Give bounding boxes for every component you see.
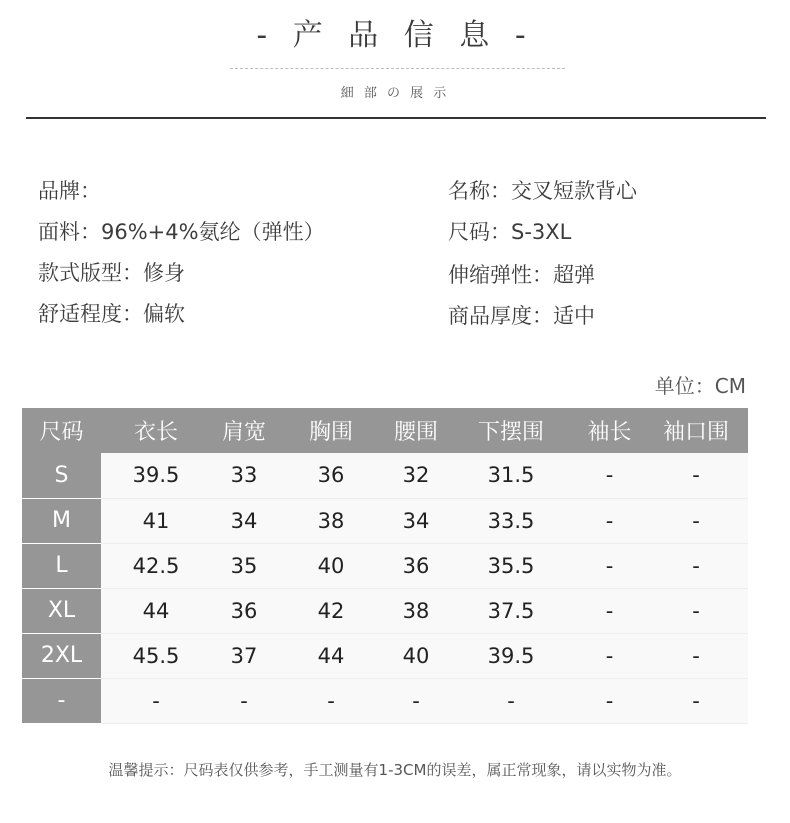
info-key: 面料：	[38, 220, 101, 244]
table-cell: -	[575, 543, 644, 588]
table-cell: -	[101, 678, 211, 723]
info-value: 适中	[553, 304, 595, 328]
header-length: 衣长	[101, 408, 211, 453]
info-key: 伸缩弹性：	[448, 263, 553, 287]
info-comfort	[38, 298, 185, 328]
table-cell: -	[644, 633, 748, 678]
table-cell: L	[22, 543, 101, 588]
table-row	[22, 543, 748, 588]
table-cell: -	[575, 678, 644, 723]
table-row	[22, 588, 748, 633]
table-cell: 42	[277, 588, 385, 633]
table-cell: 44	[277, 633, 385, 678]
info-size-range	[448, 216, 571, 246]
table-cell: -	[447, 678, 575, 723]
table-cell: 33.5	[447, 498, 575, 543]
disclaimer-note: 温馨提示：尺码表仅供参考，手工测量有1-3CM的误差，属正常现象，请以实物为准。	[108, 761, 682, 779]
table-cell: 38	[385, 588, 447, 633]
table-cell: 35	[211, 543, 277, 588]
header-size: 尺码	[22, 408, 101, 453]
unit-label: 单位：CM	[654, 374, 746, 398]
table-row	[22, 678, 748, 723]
table-cell: -	[575, 633, 644, 678]
table-cell: -	[644, 678, 748, 723]
header-chest: 胸围	[277, 408, 385, 453]
size-table	[22, 408, 748, 724]
table-cell: -	[277, 678, 385, 723]
table-cell: -	[644, 453, 748, 498]
info-value: S-3XL	[511, 220, 572, 244]
table-cell: 45.5	[101, 633, 211, 678]
page-subtitle: 細 部 の 展 示	[340, 86, 450, 101]
info-key: 品牌：	[38, 179, 101, 203]
info-key: 尺码：	[448, 220, 511, 244]
table-cell: -	[644, 498, 748, 543]
table-cell: 2XL	[22, 633, 101, 678]
header-cuff: 袖口围	[644, 408, 748, 453]
table-cell: 35.5	[447, 543, 575, 588]
table-cell: 42.5	[101, 543, 211, 588]
info-value: 修身	[143, 261, 185, 285]
table-row	[22, 498, 748, 543]
table-cell: M	[22, 498, 101, 543]
table-cell: 33	[211, 453, 277, 498]
table-row	[22, 633, 748, 678]
table-header-row	[22, 408, 748, 453]
info-elasticity	[448, 259, 595, 289]
section-divider	[26, 117, 766, 119]
table-cell: -	[575, 588, 644, 633]
info-value: 96%+4%氨纶（弹性）	[101, 220, 325, 244]
header-sleeve-length: 袖长	[575, 408, 644, 453]
info-style	[38, 257, 185, 287]
page-title: - 产 品 信 息 -	[256, 18, 534, 53]
info-value: 超弹	[553, 263, 595, 287]
table-cell: 39.5	[101, 453, 211, 498]
table-cell: 36	[385, 543, 447, 588]
table-cell: 34	[385, 498, 447, 543]
table-cell: XL	[22, 588, 101, 633]
table-cell: 39.5	[447, 633, 575, 678]
dotted-divider	[230, 68, 565, 69]
table-cell: 34	[211, 498, 277, 543]
table-cell: 31.5	[447, 453, 575, 498]
table-cell: 37.5	[447, 588, 575, 633]
table-cell: -	[644, 543, 748, 588]
table-cell: 37	[211, 633, 277, 678]
table-cell: -	[22, 678, 101, 723]
table-cell: S	[22, 453, 101, 498]
table-cell: -	[385, 678, 447, 723]
info-value: 偏软	[143, 302, 185, 326]
info-key: 款式版型：	[38, 261, 143, 285]
info-key: 商品厚度：	[448, 304, 553, 328]
table-cell: 38	[277, 498, 385, 543]
table-cell: 41	[101, 498, 211, 543]
table-cell: 36	[277, 453, 385, 498]
table-cell: 36	[211, 588, 277, 633]
info-name	[448, 175, 637, 205]
info-thickness	[448, 300, 595, 330]
info-value: 交叉短款背心	[511, 179, 637, 203]
table-cell: -	[575, 453, 644, 498]
info-key: 名称：	[448, 179, 511, 203]
table-cell: 32	[385, 453, 447, 498]
table-cell: -	[575, 498, 644, 543]
info-key: 舒适程度：	[38, 302, 143, 326]
header-shoulder: 肩宽	[211, 408, 277, 453]
info-brand	[38, 175, 101, 205]
table-cell: 40	[385, 633, 447, 678]
table-cell: 44	[101, 588, 211, 633]
table-cell: -	[644, 588, 748, 633]
header-hem: 下摆围	[447, 408, 575, 453]
table-cell: -	[211, 678, 277, 723]
table-row	[22, 453, 748, 498]
table-cell: 40	[277, 543, 385, 588]
header-waist: 腰围	[385, 408, 447, 453]
info-fabric	[38, 216, 325, 246]
